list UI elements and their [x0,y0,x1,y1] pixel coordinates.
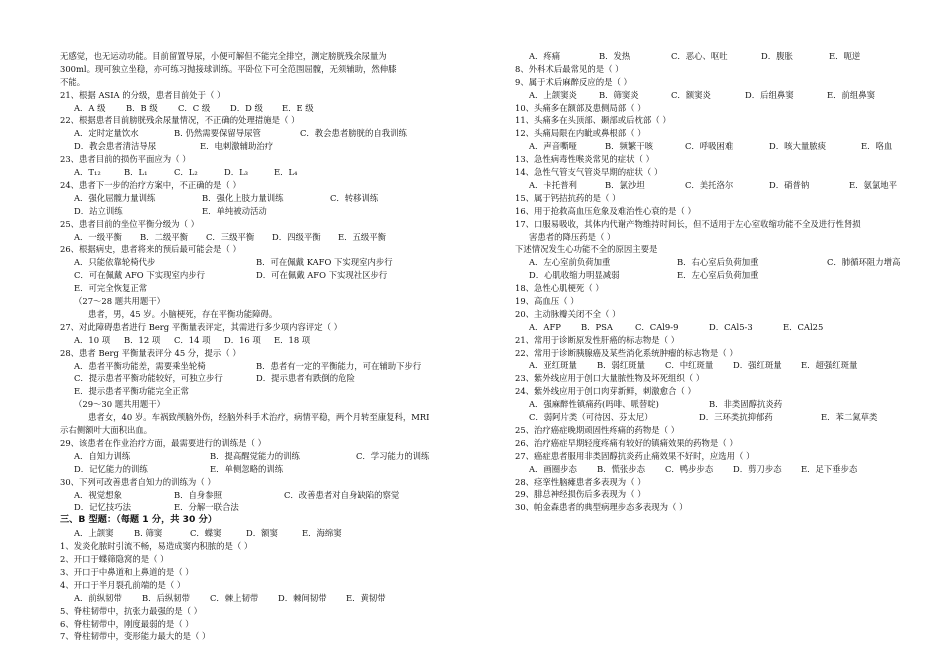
option-text: D．咳大量脓痰 [769,141,826,152]
question-line: 3、开口于中鼻道和上鼻道的是（ ） [60,566,194,577]
question-line: 14、急性气管支气管炎早期的症状（ ） [515,167,663,178]
option-text: D．棘间韧带 [278,592,327,603]
question-line: 5、脊柱韧带中，抗张力最强的是（ ） [60,605,202,616]
option-text: D．后组鼻窦 [745,89,794,100]
question-line: 1、发炎化脓时引流不畅，易造成窦内积脓的是（ ） [60,541,253,552]
question-line: 4、开口于半月裂孔前端的是（ ） [60,579,186,590]
option-text: C．L₂ [174,167,198,178]
option-text: C．弱阿片类（可待因、芬太尼） [529,412,653,423]
option-text: D．剪刀步态 [733,463,782,474]
option-text: E．黄韧带 [346,592,386,603]
question-line: 25、治疗癌症晚期顽固性疼痛的药物是（ ） [515,424,680,435]
option-row [60,527,452,540]
option-text: B．可在佩戴 KAFO 下实现室内步行 [256,257,393,268]
option-row [515,256,900,269]
option-text: C．棘上韧带 [210,592,259,603]
option-text: A．AFP [529,321,561,332]
option-text: B．患者有一定的平衡能力，可在辅助下步行 [256,360,422,371]
option-row [60,127,452,140]
question-line: 17、口服易吸收，其体内代谢产物维持时间长，但不适用于左心室收缩功能不全及进行性肾损 [515,218,861,229]
option-text: C．呼吸困难 [685,141,734,152]
option-text: A．定时定量饮水 [74,128,139,139]
question-line: 16、用于抢救高血压危象及难治性心衰的是（ ） [515,205,696,216]
option-row [60,269,452,282]
option-text: C．恶心、呕吐 [671,51,728,61]
option-text: C．额窦炎 [671,89,711,100]
question-line: 15、属于钙拮抗药的是（ ） [515,192,621,203]
option-row [60,140,452,153]
option-text: B．12 项 [124,334,161,345]
option-text: E．呃逆 [829,51,861,61]
option-text: B．B 级 [126,102,158,113]
question-line: 29、腓总神经损伤后多表现为（ ） [515,489,646,500]
option-text: A．只能依靠轮椅代步 [74,257,156,268]
option-row [515,50,900,63]
option-text: E．单纯被动活动 [202,205,267,216]
option-text: E．足下垂步态 [801,463,858,474]
question-line: 6、脊柱韧带中，刚度最弱的是（ ） [60,618,194,629]
option-row [60,463,452,476]
option-text: C．可在佩戴 AFO 下实现室内步行 [74,270,205,281]
option-text: C．蝶窦 [190,528,222,539]
option-text: C．三级平衡 [206,231,255,242]
question-line: （29～30 题共用题干） [74,399,165,410]
option-text: B. 仍然需要保留导尿管 [174,128,261,139]
option-text: A．A 级 [74,102,106,113]
option-text: A．前纵韧带 [74,592,122,603]
option-text: E．海绵窦 [302,528,342,539]
option-text: D．硝普钠 [769,179,810,190]
question-line: 8、外科术后最常见的是（ ） [515,63,624,74]
option-text: A．声音嘶哑 [529,141,577,152]
option-text: A．10 项 [74,334,111,345]
question-line: 24、患者下一步的治疗方案中，不正确的是（ ） [60,179,241,190]
option-row [515,463,900,476]
question-line: 20、主动脉瓣关闭不全（ ） [515,308,621,319]
option-text: A．自知力训练 [74,450,131,461]
option-text: B．非类固醇抗炎药 [709,399,783,410]
option-text: D．记忆能力的训练 [74,463,148,474]
option-row [60,231,452,244]
option-text: E．可完全恢复正常 [74,283,148,294]
option-text: D．D 级 [230,102,263,113]
question-line: 24、紫外线应用于创口肉芽新鲜，刺激愈合（ ） [515,386,696,397]
option-row [60,501,452,514]
option-row [515,411,900,424]
option-text: A．亚红斑量 [529,360,577,371]
option-row [60,489,452,502]
question-line: 19、高血压（ ） [515,296,579,307]
option-text: E．氨氯地平 [849,179,897,190]
option-text: D．L₃ [224,167,249,178]
option-text: C．C 级 [178,102,211,113]
question-line: 10、头痛多在额部及患侧局部（ ） [515,102,646,113]
option-text: B．发热 [599,51,631,61]
question-line: 示右侧额叶大面积出血。 [60,425,153,436]
option-text: C．转移训练 [330,192,379,203]
option-text: B．后纵韧带 [142,592,191,603]
option-text: A．上颌窦 [74,528,114,539]
option-text: D．心肌收缩力明显减弱 [529,270,620,281]
option-text: D．腹胀 [761,51,793,61]
option-text: E．L₄ [274,167,298,178]
option-text: D．可在佩戴 AFO 下实现社区步行 [256,270,388,281]
option-text: B．提高醒觉能力的训练 [210,450,300,461]
option-text: A．左心室前负荷加重 [529,257,611,268]
question-line: 下述情况发生心功能不全的原因主要是 [515,244,658,255]
question-line: 28、痉挛性脑瘫患者多表现为（ ） [515,476,646,487]
option-text: B. 筛窦 [134,528,163,539]
option-text: C．学习能力的训练 [356,450,430,461]
question-line: 12、头痛局限在内眦或鼻根部（ ） [515,128,646,139]
question-line: 13、急性病毒性喉炎常见的症状（ ） [515,154,654,165]
option-text: B．PSA [581,321,613,332]
option-row [60,334,452,347]
question-line: 不能。 [60,76,86,87]
option-text: C．中红斑量 [665,360,714,371]
option-text: C．鸭步步态 [665,463,714,474]
option-row [60,372,452,385]
option-row [60,450,452,463]
question-line: 23、紫外线应用于创口大量脓性物及坏死组织（ ） [515,373,705,384]
option-text: E．超强红斑量 [801,360,858,371]
option-row [60,360,452,373]
option-text: A．强麻醉性镇痛药(吗啡、哌替啶) [529,399,659,410]
question-line: 11、头痛多在头顶部、颞部或后枕部（ ） [515,115,671,126]
question-line: 9、属于术后麻醉反应的是（ ） [515,76,632,87]
option-text: A．强化屈髋力量训练 [74,192,156,203]
option-text: B．二级平衡 [140,231,189,242]
option-text: D．强红斑量 [733,360,782,371]
option-row [60,192,452,205]
option-text: E．五级平衡 [338,231,386,242]
question-line: 21、根据 ASIA 的分级，患者目前处于（ ） [60,89,226,100]
option-text: B．强化上肢力量训练 [202,192,284,203]
option-row [515,398,900,411]
question-line: 7、脊柱韧带中，变形能力最大的是（ ） [60,631,211,642]
option-text: B．弱红斑量 [597,360,646,371]
option-text: B．氯沙坦 [605,179,645,190]
option-text: D．提示患者有跌倒的危险 [256,373,355,384]
question-line: 无感觉，也无运动功能。目前留置导尿，小便可解但不能完全排空，测定膀胱残余尿量为 [60,51,387,61]
option-text: C．提示患者平衡功能较好，可独立步行 [74,373,223,384]
question-line: 22、根据患者目前膀胱残余尿量情况，不正确的处理措施是（ ） [60,115,300,126]
question-line: 27、对此障碍患者进行 Berg 平衡量表评定，其需进行多少项内容评定（ ） [60,321,342,332]
option-text: E．E 级 [282,102,314,113]
option-text: D．三环类抗抑郁药 [699,412,773,423]
option-text: B．自身参照 [174,489,223,500]
option-text: A．疼痛 [529,51,561,61]
option-text: E．左心室后负荷加重 [677,270,759,281]
option-row [60,102,452,115]
right-column [515,50,900,514]
option-text: A．上颌窦炎 [529,89,577,100]
option-text: E．单侧忽略的训练 [210,463,284,474]
question-line: 30、帕金森患者的典型病理步态多表现为（ ） [515,502,688,513]
option-text: A．一级平衡 [74,231,122,242]
option-text: E．CAl25 [783,321,824,332]
question-line: 30、下列可改善患者自知力的训练为（ ） [60,476,216,487]
option-row [60,256,452,269]
option-text: D．16 项 [224,334,261,345]
question-line: 21、常用于诊断原发性肝癌的标志物是（ ） [515,334,680,345]
section-heading: 三、B 型题：（每题 1 分，共 30 分） [60,514,218,526]
option-text: A．画圈步态 [529,463,577,474]
question-line: 26、治疗癌症早期轻度疼痛有较好的镇痛效果的药物是（ ） [515,437,738,448]
left-column [60,50,452,643]
option-row [60,385,452,398]
option-text: C．肺循环阻力增高 [827,257,901,268]
question-line: 23、患者目前的损伤平面应为（ ） [60,154,191,165]
question-line: 患者，男，45 岁。小脑梗死，存在平衡功能障碍。 [88,308,278,319]
question-line: 2、开口于蝶筛隐窝的是（ ） [60,554,169,565]
option-row [515,179,900,192]
option-text: C．14 项 [174,334,211,345]
option-text: E．苯二氮草类 [821,412,878,423]
option-text: B．L₁ [124,167,148,178]
option-text: C．美托洛尔 [685,179,734,190]
option-row [60,592,452,605]
question-line: 22、常用于诊断胰腺癌及某些消化系统肿瘤的标志物是（ ） [515,347,738,358]
option-row [515,140,900,153]
option-row [60,205,452,218]
question-line: 300ml。现可独立坐稳，亦可练习抛接球训练。平卧位下可全范围屈髋，无须辅助，然伸膝 [60,63,397,74]
question-line: 25、患者目前的坐位平衡分级为（ ） [60,218,199,229]
question-line: 26、根据病史，患者将来的预后最可能会是（ ） [60,244,241,255]
option-text: D．教会患者清洁导尿 [74,141,157,152]
option-text: E．分解一联合法 [174,502,239,513]
option-text: B．慌张步态 [597,463,646,474]
option-text: B．筛窦炎 [599,89,639,100]
option-text: E．提示患者平衡功能完全正常 [74,386,189,397]
option-text: C．CAl9-9 [635,321,679,332]
option-text: A．视觉想象 [74,489,122,500]
option-row [60,282,452,295]
option-text: B．频繁干咳 [605,141,654,152]
question-line: 28、患者 Berg 平衡量表评分 45 分，提示（ ） [60,347,241,358]
option-row [515,269,900,282]
option-text: E．电刺激辅助治疗 [200,141,274,152]
option-text: E．前组鼻窦 [827,89,875,100]
question-line: 27、癌症患者服用非类固醇抗炎药止痛效果不好时，应选用（ ） [515,450,755,461]
option-text: A．患者平衡功能差，需要乘坐轮椅 [74,360,206,371]
option-text: C．改善患者对自身缺陷的察觉 [284,489,400,500]
option-text: A．T₁₂ [74,167,101,178]
option-row [60,166,452,179]
option-text: C．教会患者膀胱的自我训练 [300,128,407,139]
option-text: E．18 项 [274,334,311,345]
option-text: A．卡托普利 [529,179,577,190]
option-text: D．站立训练 [74,205,123,216]
question-line: （27～28 题共用题干） [74,296,165,307]
option-text: D．四级平衡 [272,231,321,242]
question-line: 患者女，40 岁。车祸致颅脑外伤，经脑外科手术治疗，病情平稳，两个月转至康复科，MRI [88,412,430,423]
option-text: D．CAl5-3 [709,321,753,332]
option-row [515,89,900,102]
option-text: D．额窦 [246,528,278,539]
option-row [515,321,900,334]
question-line: 29、该患者在作业治疗方面，最需要进行的训练是（ ） [60,437,266,448]
question-line: 18、急性心肌梗死（ ） [515,283,604,294]
option-text: B．右心室后负荷加重 [677,257,759,268]
question-line: 害患者的降压药是（ ） [529,231,616,242]
option-text: D．记忆技巧法 [74,502,131,513]
option-row [515,359,900,372]
option-text: E．咯血 [861,141,893,152]
